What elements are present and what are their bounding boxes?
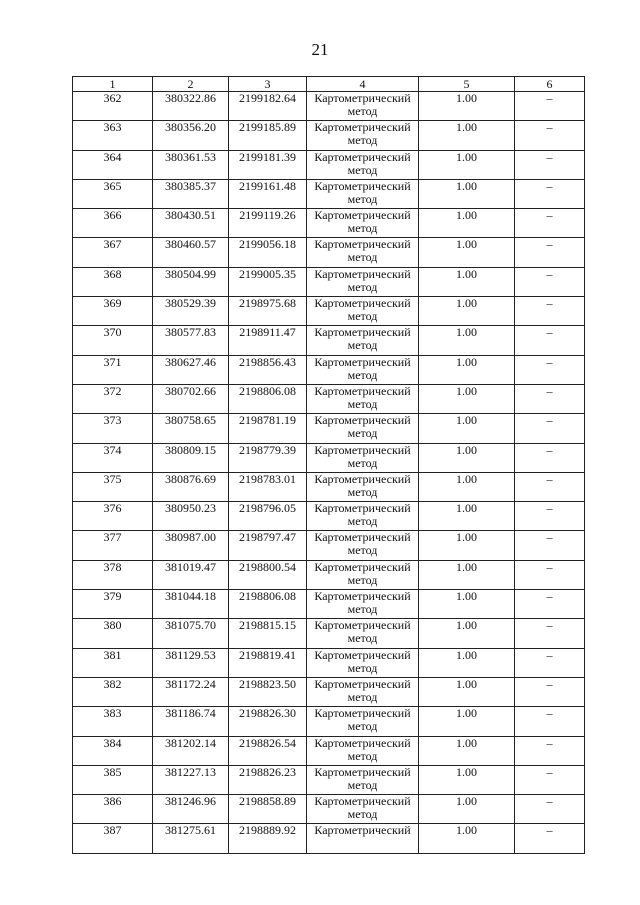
point-number-cell: 384 xyxy=(73,736,153,765)
header-col-2: 2 xyxy=(153,77,229,92)
x-coordinate-cell: 380950.23 xyxy=(153,502,229,531)
method-cell: Картометрический метод xyxy=(307,209,419,238)
note-cell: – xyxy=(515,472,585,501)
table-row xyxy=(73,472,585,501)
accuracy-cell: 1.00 xyxy=(419,824,515,853)
accuracy-cell: 1.00 xyxy=(419,677,515,706)
accuracy-cell: 1.00 xyxy=(419,179,515,208)
point-number-cell: 363 xyxy=(73,121,153,150)
y-coordinate-cell: 2198783.01 xyxy=(229,472,307,501)
y-coordinate-cell: 2198826.54 xyxy=(229,736,307,765)
x-coordinate-cell: 380577.83 xyxy=(153,326,229,355)
note-cell: – xyxy=(515,590,585,619)
y-coordinate-cell: 2198815.15 xyxy=(229,619,307,648)
method-cell: Картометрический метод xyxy=(307,795,419,824)
y-coordinate-cell: 2198796.05 xyxy=(229,502,307,531)
accuracy-cell: 1.00 xyxy=(419,326,515,355)
note-cell: – xyxy=(515,209,585,238)
method-cell: Картометрический метод xyxy=(307,92,419,121)
accuracy-cell: 1.00 xyxy=(419,297,515,326)
table-row xyxy=(73,121,585,150)
x-coordinate-cell: 380627.46 xyxy=(153,355,229,384)
method-cell: Картометрический метод xyxy=(307,326,419,355)
accuracy-cell: 1.00 xyxy=(419,736,515,765)
table-row xyxy=(73,736,585,765)
method-cell: Картометрический xyxy=(307,824,419,853)
point-number-cell: 381 xyxy=(73,648,153,677)
header-col-4: 4 xyxy=(307,77,419,92)
table-row xyxy=(73,150,585,179)
point-number-cell: 369 xyxy=(73,297,153,326)
y-coordinate-cell: 2198826.23 xyxy=(229,765,307,794)
table-row xyxy=(73,384,585,413)
accuracy-cell: 1.00 xyxy=(419,648,515,677)
y-coordinate-cell: 2198806.08 xyxy=(229,590,307,619)
method-cell: Картометрический метод xyxy=(307,531,419,560)
method-cell: Картометрический метод xyxy=(307,472,419,501)
x-coordinate-cell: 381186.74 xyxy=(153,707,229,736)
y-coordinate-cell: 2198856.43 xyxy=(229,355,307,384)
accuracy-cell: 1.00 xyxy=(419,707,515,736)
accuracy-cell: 1.00 xyxy=(419,765,515,794)
point-number-cell: 379 xyxy=(73,590,153,619)
y-coordinate-cell: 2198975.68 xyxy=(229,297,307,326)
method-cell: Картометрический метод xyxy=(307,238,419,267)
accuracy-cell: 1.00 xyxy=(419,443,515,472)
table-row xyxy=(73,326,585,355)
y-coordinate-cell: 2199056.18 xyxy=(229,238,307,267)
y-coordinate-cell: 2198858.89 xyxy=(229,795,307,824)
table-row xyxy=(73,531,585,560)
note-cell: – xyxy=(515,179,585,208)
table-row xyxy=(73,560,585,589)
method-cell: Картометрический метод xyxy=(307,619,419,648)
x-coordinate-cell: 381044.18 xyxy=(153,590,229,619)
note-cell: – xyxy=(515,443,585,472)
note-cell: – xyxy=(515,150,585,179)
x-coordinate-cell: 381129.53 xyxy=(153,648,229,677)
method-cell: Картометрический метод xyxy=(307,443,419,472)
header-col-6: 6 xyxy=(515,77,585,92)
note-cell: – xyxy=(515,560,585,589)
note-cell: – xyxy=(515,736,585,765)
point-number-cell: 382 xyxy=(73,677,153,706)
y-coordinate-cell: 2198806.08 xyxy=(229,384,307,413)
table-body xyxy=(73,92,585,854)
point-number-cell: 367 xyxy=(73,238,153,267)
y-coordinate-cell: 2199161.48 xyxy=(229,179,307,208)
page-number: 21 xyxy=(311,40,329,59)
x-coordinate-cell: 381202.14 xyxy=(153,736,229,765)
table-row xyxy=(73,443,585,472)
accuracy-cell: 1.00 xyxy=(419,384,515,413)
note-cell: – xyxy=(515,121,585,150)
method-cell: Картометрический метод xyxy=(307,560,419,589)
coordinates-table xyxy=(72,76,585,854)
x-coordinate-cell: 381075.70 xyxy=(153,619,229,648)
method-cell: Картометрический метод xyxy=(307,384,419,413)
table-row xyxy=(73,414,585,443)
point-number-cell: 371 xyxy=(73,355,153,384)
x-coordinate-cell: 380809.15 xyxy=(153,443,229,472)
accuracy-cell: 1.00 xyxy=(419,619,515,648)
table-row xyxy=(73,297,585,326)
note-cell: – xyxy=(515,414,585,443)
accuracy-cell: 1.00 xyxy=(419,590,515,619)
table-row xyxy=(73,707,585,736)
point-number-cell: 386 xyxy=(73,795,153,824)
x-coordinate-cell: 380430.51 xyxy=(153,209,229,238)
point-number-cell: 375 xyxy=(73,472,153,501)
method-cell: Картометрический метод xyxy=(307,648,419,677)
point-number-cell: 370 xyxy=(73,326,153,355)
point-number-cell: 372 xyxy=(73,384,153,413)
accuracy-cell: 1.00 xyxy=(419,238,515,267)
method-cell: Картометрический метод xyxy=(307,179,419,208)
table-row xyxy=(73,238,585,267)
header-col-1: 1 xyxy=(73,77,153,92)
point-number-cell: 378 xyxy=(73,560,153,589)
x-coordinate-cell: 380876.69 xyxy=(153,472,229,501)
x-coordinate-cell: 381172.24 xyxy=(153,677,229,706)
note-cell: – xyxy=(515,238,585,267)
point-number-cell: 380 xyxy=(73,619,153,648)
table-row xyxy=(73,795,585,824)
y-coordinate-cell: 2198797.47 xyxy=(229,531,307,560)
x-coordinate-cell: 380987.00 xyxy=(153,531,229,560)
table-row xyxy=(73,765,585,794)
point-number-cell: 376 xyxy=(73,502,153,531)
method-cell: Картометрический метод xyxy=(307,355,419,384)
point-number-cell: 387 xyxy=(73,824,153,853)
accuracy-cell: 1.00 xyxy=(419,150,515,179)
x-coordinate-cell: 380356.20 xyxy=(153,121,229,150)
note-cell: – xyxy=(515,765,585,794)
method-cell: Картометрический метод xyxy=(307,297,419,326)
accuracy-cell: 1.00 xyxy=(419,795,515,824)
note-cell: – xyxy=(515,795,585,824)
note-cell: – xyxy=(515,384,585,413)
method-cell: Картометрический метод xyxy=(307,590,419,619)
x-coordinate-cell: 380385.37 xyxy=(153,179,229,208)
note-cell: – xyxy=(515,267,585,296)
table-row xyxy=(73,824,585,853)
note-cell: – xyxy=(515,824,585,853)
note-cell: – xyxy=(515,677,585,706)
y-coordinate-cell: 2199181.39 xyxy=(229,150,307,179)
x-coordinate-cell: 380322.86 xyxy=(153,92,229,121)
x-coordinate-cell: 381246.96 xyxy=(153,795,229,824)
note-cell: – xyxy=(515,502,585,531)
x-coordinate-cell: 380361.53 xyxy=(153,150,229,179)
x-coordinate-cell: 380460.57 xyxy=(153,238,229,267)
y-coordinate-cell: 2199119.26 xyxy=(229,209,307,238)
y-coordinate-cell: 2198781.19 xyxy=(229,414,307,443)
point-number-cell: 365 xyxy=(73,179,153,208)
accuracy-cell: 1.00 xyxy=(419,121,515,150)
table-row xyxy=(73,92,585,121)
accuracy-cell: 1.00 xyxy=(419,355,515,384)
y-coordinate-cell: 2198911.47 xyxy=(229,326,307,355)
table-row xyxy=(73,209,585,238)
y-coordinate-cell: 2198823.50 xyxy=(229,677,307,706)
y-coordinate-cell: 2198779.39 xyxy=(229,443,307,472)
table-row xyxy=(73,648,585,677)
method-cell: Картометрический метод xyxy=(307,736,419,765)
method-cell: Картометрический метод xyxy=(307,121,419,150)
table-row xyxy=(73,590,585,619)
accuracy-cell: 1.00 xyxy=(419,560,515,589)
accuracy-cell: 1.00 xyxy=(419,92,515,121)
table-row xyxy=(73,677,585,706)
y-coordinate-cell: 2198889.92 xyxy=(229,824,307,853)
point-number-cell: 377 xyxy=(73,531,153,560)
accuracy-cell: 1.00 xyxy=(419,531,515,560)
x-coordinate-cell: 381227.13 xyxy=(153,765,229,794)
point-number-cell: 368 xyxy=(73,267,153,296)
method-cell: Картометрический метод xyxy=(307,150,419,179)
note-cell: – xyxy=(515,619,585,648)
accuracy-cell: 1.00 xyxy=(419,502,515,531)
point-number-cell: 373 xyxy=(73,414,153,443)
point-number-cell: 385 xyxy=(73,765,153,794)
note-cell: – xyxy=(515,707,585,736)
header-col-5: 5 xyxy=(419,77,515,92)
method-cell: Картометрический метод xyxy=(307,707,419,736)
table-row xyxy=(73,267,585,296)
y-coordinate-cell: 2199182.64 xyxy=(229,92,307,121)
note-cell: – xyxy=(515,648,585,677)
table-row xyxy=(73,355,585,384)
method-cell: Картометрический метод xyxy=(307,765,419,794)
table-row xyxy=(73,179,585,208)
y-coordinate-cell: 2199185.89 xyxy=(229,121,307,150)
y-coordinate-cell: 2198826.30 xyxy=(229,707,307,736)
note-cell: – xyxy=(515,297,585,326)
point-number-cell: 362 xyxy=(73,92,153,121)
note-cell: – xyxy=(515,326,585,355)
x-coordinate-cell: 380504.99 xyxy=(153,267,229,296)
note-cell: – xyxy=(515,92,585,121)
y-coordinate-cell: 2198800.54 xyxy=(229,560,307,589)
header-col-3: 3 xyxy=(229,77,307,92)
method-cell: Картометрический метод xyxy=(307,267,419,296)
x-coordinate-cell: 381275.61 xyxy=(153,824,229,853)
table-row xyxy=(73,502,585,531)
point-number-cell: 374 xyxy=(73,443,153,472)
point-number-cell: 364 xyxy=(73,150,153,179)
point-number-cell: 366 xyxy=(73,209,153,238)
method-cell: Картометрический метод xyxy=(307,502,419,531)
point-number-cell: 383 xyxy=(73,707,153,736)
y-coordinate-cell: 2198819.41 xyxy=(229,648,307,677)
note-cell: – xyxy=(515,355,585,384)
table-header xyxy=(73,77,585,92)
y-coordinate-cell: 2199005.35 xyxy=(229,267,307,296)
x-coordinate-cell: 380702.66 xyxy=(153,384,229,413)
x-coordinate-cell: 381019.47 xyxy=(153,560,229,589)
method-cell: Картометрический метод xyxy=(307,414,419,443)
note-cell: – xyxy=(515,531,585,560)
x-coordinate-cell: 380529.39 xyxy=(153,297,229,326)
accuracy-cell: 1.00 xyxy=(419,472,515,501)
x-coordinate-cell: 380758.65 xyxy=(153,414,229,443)
accuracy-cell: 1.00 xyxy=(419,209,515,238)
table-row xyxy=(73,619,585,648)
header-row xyxy=(73,77,585,92)
accuracy-cell: 1.00 xyxy=(419,267,515,296)
accuracy-cell: 1.00 xyxy=(419,414,515,443)
method-cell: Картометрический метод xyxy=(307,677,419,706)
